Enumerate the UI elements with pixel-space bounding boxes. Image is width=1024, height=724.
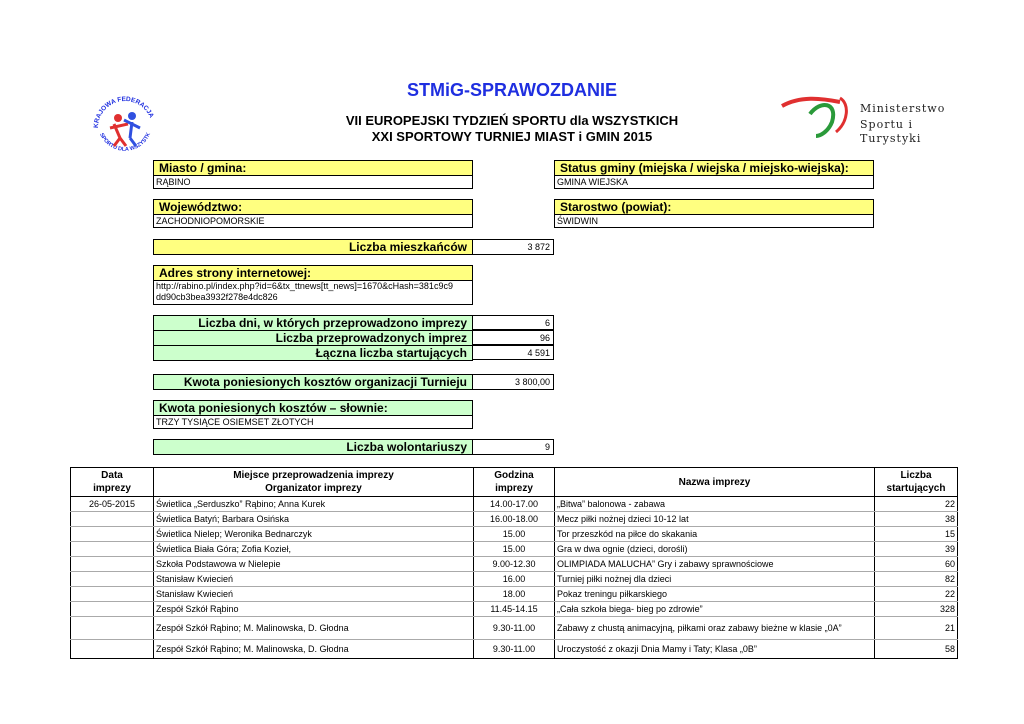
cell-date (71, 640, 154, 659)
table-header-row (71, 468, 958, 497)
table-row (71, 557, 958, 572)
cell-count: 39 (875, 542, 958, 557)
cell-date (71, 587, 154, 602)
table-row (71, 497, 958, 512)
cell-name: Zabawy z chustą animacyjną, piłkami oraz zabawy bieżne w klasie „0A” (555, 617, 875, 640)
table-row (71, 527, 958, 542)
events-table (70, 467, 958, 659)
header-data-line2: imprezy (93, 483, 131, 494)
cell-time: 16.00 (474, 572, 555, 587)
cell-name: OLIMPIADA MALUCHA” Gry i zabawy sprawnościowe (555, 557, 875, 572)
koszt-slownie-label: Kwota poniesionych kosztów – słownie: (153, 400, 473, 416)
www-label: Adres strony internetowej: (153, 265, 473, 281)
www-value-line1: http://rabino.pl/index.php?id=6&tx_ttnews[tt_news]=1670&cHash=381c9c9 (156, 281, 453, 291)
imprez-label: Liczba przeprowadzonych imprez (153, 330, 473, 346)
koszt-slownie-value: TRZY TYSIĄCE OSIEMSET ZŁOTYCH (153, 416, 473, 429)
cell-date (71, 527, 154, 542)
cell-date (71, 572, 154, 587)
cell-name: Uroczystość z okazji Dnia Mamy i Taty; Klasa „0B” (555, 640, 875, 659)
cell-name: Tor przeszkód na piłce do skakania (555, 527, 875, 542)
dni-label: Liczba dni, w których przeprowadzono imprezy (153, 315, 473, 331)
table-row (71, 617, 958, 640)
cell-count: 22 (875, 587, 958, 602)
cell-count: 22 (875, 497, 958, 512)
page-title: STMiG-SPRAWOZDANIE (407, 80, 617, 100)
starostwo-value: ŚWIDWIN (554, 215, 874, 228)
cell-name: „Bitwa” balonowa - zabawa (555, 497, 875, 512)
header-miejsce-line1: Miejsce przeprowadzenia imprezy (233, 470, 394, 481)
subtitle-1: VII EUROPEJSKI TYDZIEŃ SPORTU dla WSZYSTKICH (345, 113, 679, 128)
cell-name: Turniej piłki nożnej dla dzieci (555, 572, 875, 587)
svg-text:SPORTU DLA WSZYSTKICH: SPORTU DLA WSZYSTK (98, 131, 153, 153)
cell-date (71, 512, 154, 527)
cell-date (71, 542, 154, 557)
mieszkancy-value: 3 872 (472, 239, 554, 255)
table-row (71, 602, 958, 617)
starostwo-label: Starostwo (powiat): (554, 199, 874, 215)
svg-text:KRAJOWA FEDERACJA: KRAJOWA FEDERACJA (92, 95, 155, 129)
cell-time: 15.00 (474, 542, 555, 557)
wolontariusze-value: 9 (472, 439, 554, 455)
cell-count: 328 (875, 602, 958, 617)
header-godzina-line1: Godzina (494, 470, 534, 481)
cell-count: 60 (875, 557, 958, 572)
miasto-value: RĄBINO (153, 176, 473, 189)
mieszkancy-label: Liczba mieszkańców (153, 239, 473, 255)
cell-name: „Cała szkoła biega- bieg po zdrowie” (555, 602, 875, 617)
cell-place: Szkoła Podstawowa w Nielepie (154, 557, 474, 572)
cell-name: Gra w dwa ognie (dzieci, dorośli) (555, 542, 875, 557)
status-label: Status gminy (miejska / wiejska / miejsko-wiejska): (554, 160, 874, 176)
cell-place: Zespół Szkół Rąbino; M. Malinowska, D. Głodna (154, 640, 474, 659)
cell-date (71, 602, 154, 617)
table-row (71, 542, 958, 557)
cell-time: 11.45-14.15 (474, 602, 555, 617)
cell-time: 15.00 (474, 527, 555, 542)
header-miejsce-line2: Organizator imprezy (265, 483, 362, 494)
miasto-label: Miasto / gmina: (153, 160, 473, 176)
koszt-label: Kwota poniesionych kosztów organizacji Turnieju (153, 374, 473, 390)
cell-time: 14.00-17.00 (474, 497, 555, 512)
koszt-value: 3 800,00 (472, 374, 554, 390)
cell-count: 15 (875, 527, 958, 542)
cell-place: Stanisław Kwiecień (154, 572, 474, 587)
header-liczba (875, 468, 958, 497)
www-value (153, 281, 473, 305)
header-miejsce (154, 468, 474, 497)
cell-date (71, 617, 154, 640)
cell-date: 26-05-2015 (71, 497, 154, 512)
cell-place: Stanisław Kwiecień (154, 587, 474, 602)
wojewodztwo-label: Województwo: (153, 199, 473, 215)
cell-count: 82 (875, 572, 958, 587)
wolontariusze-label: Liczba wolontariuszy (153, 439, 473, 455)
www-value-line2: dd90cb3bea3932f278e4dc826 (156, 292, 278, 302)
header-liczba-line1: Liczba (900, 470, 932, 481)
header-godzina (474, 468, 555, 497)
imprez-value: 96 (472, 330, 554, 345)
table-row (71, 640, 958, 659)
ministry-name-line1: Ministerstwo (860, 102, 946, 115)
header-godzina-line2: imprezy (495, 483, 533, 494)
cell-date (71, 557, 154, 572)
dni-value: 6 (472, 315, 554, 330)
table-row (71, 587, 958, 602)
startujacy-label: Łączna liczba startujących (153, 345, 473, 361)
cell-time: 9.30-11.00 (474, 640, 555, 659)
cell-count: 21 (875, 617, 958, 640)
ministry-name-line2: Sportu i Turystyki (860, 118, 922, 145)
cell-count: 58 (875, 640, 958, 659)
cell-place: Świetlica Biała Góra; Zofia Kozieł, (154, 542, 474, 557)
cell-name: Mecz piłki nożnej dzieci 10-12 lat (555, 512, 875, 527)
wojewodztwo-value: ZACHODNIOPOMORSKIE (153, 215, 473, 228)
status-value: GMINA WIEJSKA (554, 176, 874, 189)
table-row (71, 512, 958, 527)
header-data-line1: Data (101, 470, 123, 481)
subtitle-2: XXI SPORTOWY TURNIEJ MIAST i GMIN 2015 (371, 129, 653, 144)
cell-time: 9.30-11.00 (474, 617, 555, 640)
table-row (71, 572, 958, 587)
header-nazwa: Nazwa imprezy (555, 468, 875, 497)
cell-count: 38 (875, 512, 958, 527)
cell-name: Pokaz treningu piłkarskiego (555, 587, 875, 602)
cell-place: Zespół Szkół Rąbino; M. Malinowska, D. Głodna (154, 617, 474, 640)
cell-place: Świetlica Batyń; Barbara Osińska (154, 512, 474, 527)
header-data (71, 468, 154, 497)
cell-place: Zespół Szkół Rąbino (154, 602, 474, 617)
cell-time: 9.00-12.30 (474, 557, 555, 572)
cell-time: 18.00 (474, 587, 555, 602)
header-liczba-line2: startujących (886, 483, 946, 494)
cell-place: Świetlica Nielep; Weronika Bednarczyk (154, 527, 474, 542)
cell-time: 16.00-18.00 (474, 512, 555, 527)
cell-place: Świetlica „Serduszko” Rąbino; Anna Kurek (154, 497, 474, 512)
startujacy-value: 4 591 (472, 345, 554, 360)
